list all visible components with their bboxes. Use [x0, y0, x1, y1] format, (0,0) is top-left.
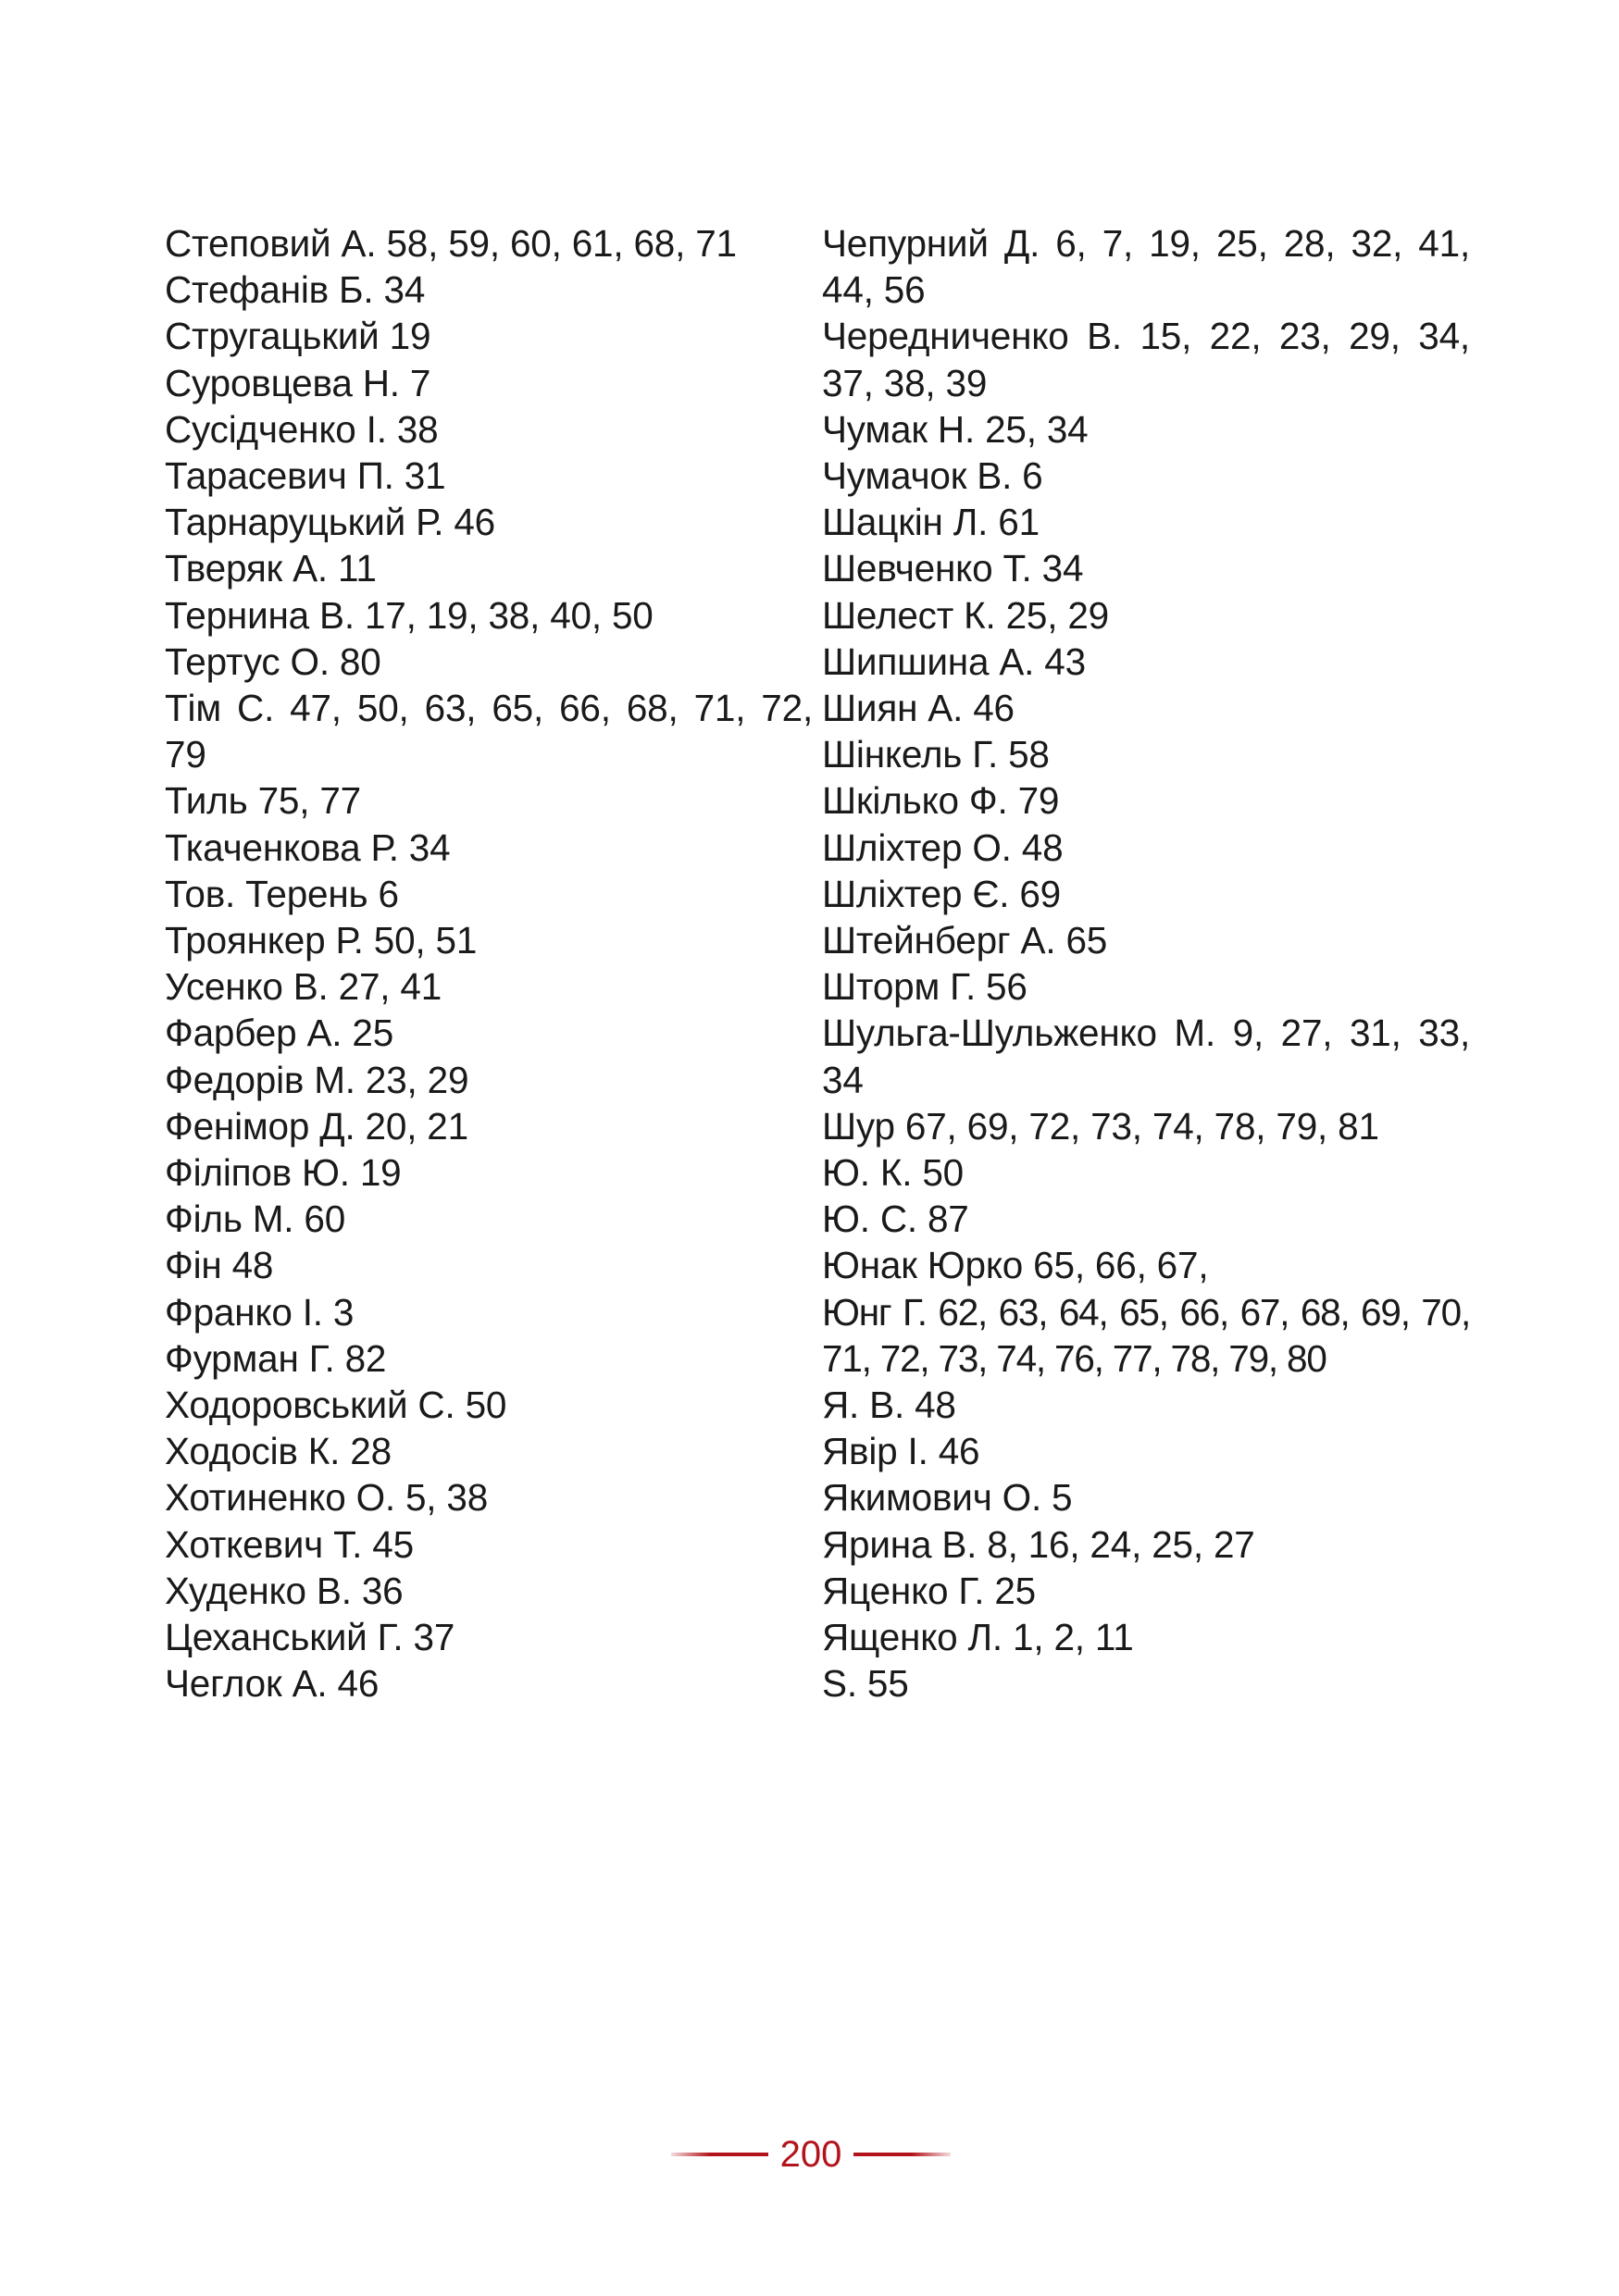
page-number-rule-right	[853, 2153, 951, 2156]
index-entry: Степовий А. 58, 59, 60, 61, 68, 71	[165, 222, 737, 265]
index-entry: Ю. С. 87	[822, 1198, 969, 1241]
index-entry: Я. В. 48	[822, 1384, 956, 1427]
index-entry: Стругацький 19	[165, 315, 431, 358]
index-entry: Ю. К. 50	[822, 1151, 964, 1195]
index-entry: Цеханський Г. 37	[165, 1616, 455, 1659]
index-entry: Сусідченко І. 38	[165, 407, 439, 451]
index-entry: Філіпов Ю. 19	[165, 1151, 402, 1195]
index-entry: Ходоровський С. 50	[165, 1384, 507, 1427]
index-entry: Шелест К. 25, 29	[822, 593, 1110, 637]
index-entry: Чумак Н. 25, 34	[822, 407, 1089, 451]
index-entry: Стефанів Б. 34	[165, 268, 426, 312]
index-entry: Чеглок А. 46	[165, 1662, 380, 1706]
index-entry: Тарнаруцький Р. 46	[165, 501, 496, 544]
index-column-right	[822, 220, 1470, 1707]
index-entry: Суровцева Н. 7	[165, 361, 431, 404]
index-entry: Шкілько Ф. 79	[822, 779, 1060, 823]
index-entry: Тиль 75, 77	[165, 779, 361, 823]
index-entry: Франко І. 3	[165, 1290, 355, 1334]
index-entry: Філь М. 60	[165, 1198, 346, 1241]
page-number: 200	[779, 2134, 842, 2175]
index-entry: Юнг Г. 62, 63, 64, 65, 66, 67, 68, 69, 70, 71, 72, 73, 74, 76, 77, 78, 79, 80	[822, 1290, 1470, 1380]
index-entry: Шур 67, 69, 72, 73, 74, 78, 79, 81	[822, 1104, 1379, 1148]
index-entry: S. 55	[822, 1662, 909, 1706]
index-entry: Шипшина А. 43	[822, 639, 1086, 683]
index-entry: Тертус О. 80	[165, 639, 381, 683]
index-entry: Ходосів К. 28	[165, 1430, 392, 1473]
index-entry: Штейнберг А. 65	[822, 919, 1108, 962]
index-entry: Фін 48	[165, 1244, 274, 1287]
index-entry: Троянкер Р. 50, 51	[165, 919, 478, 962]
index-entry: Тім С. 47, 50, 63, 65, 66, 68, 71, 72, 79	[165, 687, 813, 776]
index-entry: Чепурний Д. 6, 7, 19, 25, 28, 32, 41, 44, 56	[822, 222, 1470, 312]
index-entry: Ященко Л. 1, 2, 11	[822, 1616, 1134, 1659]
index-entry: Тарасевич П. 31	[165, 454, 446, 498]
index-entry: Фурман Г. 82	[165, 1336, 387, 1380]
index-entry: Тверяк А. 11	[165, 547, 377, 590]
index-entry: Юнак Юрко 65, 66, 67,	[822, 1244, 1209, 1287]
page-footer	[0, 2127, 1619, 2182]
index-entry: Чередниченко В. 15, 22, 23, 29, 34, 37, 38, 39	[822, 315, 1470, 404]
index-entry: Шевченко Т. 34	[822, 547, 1084, 590]
index-entry: Ярина В. 8, 16, 24, 25, 27	[822, 1522, 1255, 1566]
index-entry: Фенімор Д. 20, 21	[165, 1104, 468, 1148]
index-entry: Шульга-Шульженко М. 9, 27, 31, 33, 34	[822, 1011, 1470, 1101]
index-entry: Фарбер А. 25	[165, 1011, 394, 1055]
index-entry: Шінкель Г. 58	[822, 733, 1050, 776]
index-entry: Ткаченкова Р. 34	[165, 825, 451, 869]
index-entry: Хотиненко О. 5, 38	[165, 1476, 489, 1520]
index-entry: Явір І. 46	[822, 1430, 980, 1473]
index-entry: Тернина В. 17, 19, 38, 40, 50	[165, 593, 654, 637]
index-entry: Худенко В. 36	[165, 1569, 404, 1612]
index-entry: Якимович О. 5	[822, 1476, 1073, 1520]
page-number-rule-left	[671, 2153, 768, 2156]
index-entry: Тов. Терень 6	[165, 872, 399, 915]
index-entry: Шліхтер Є. 69	[822, 872, 1062, 915]
index-entry: Хоткевич Т. 45	[165, 1522, 414, 1566]
index-entry: Яценко Г. 25	[822, 1569, 1036, 1612]
index-entry: Шиян А. 46	[822, 687, 1015, 730]
index-entry: Усенко В. 27, 41	[165, 965, 442, 1009]
index-entry: Чумачок В. 6	[822, 454, 1043, 498]
index-entry: Федорів М. 23, 29	[165, 1058, 469, 1101]
index-column-left	[165, 220, 813, 1707]
index-entry: Шацкін Л. 61	[822, 501, 1040, 544]
index-entry: Шторм Г. 56	[822, 965, 1027, 1009]
index-entry: Шліхтер О. 48	[822, 825, 1064, 869]
